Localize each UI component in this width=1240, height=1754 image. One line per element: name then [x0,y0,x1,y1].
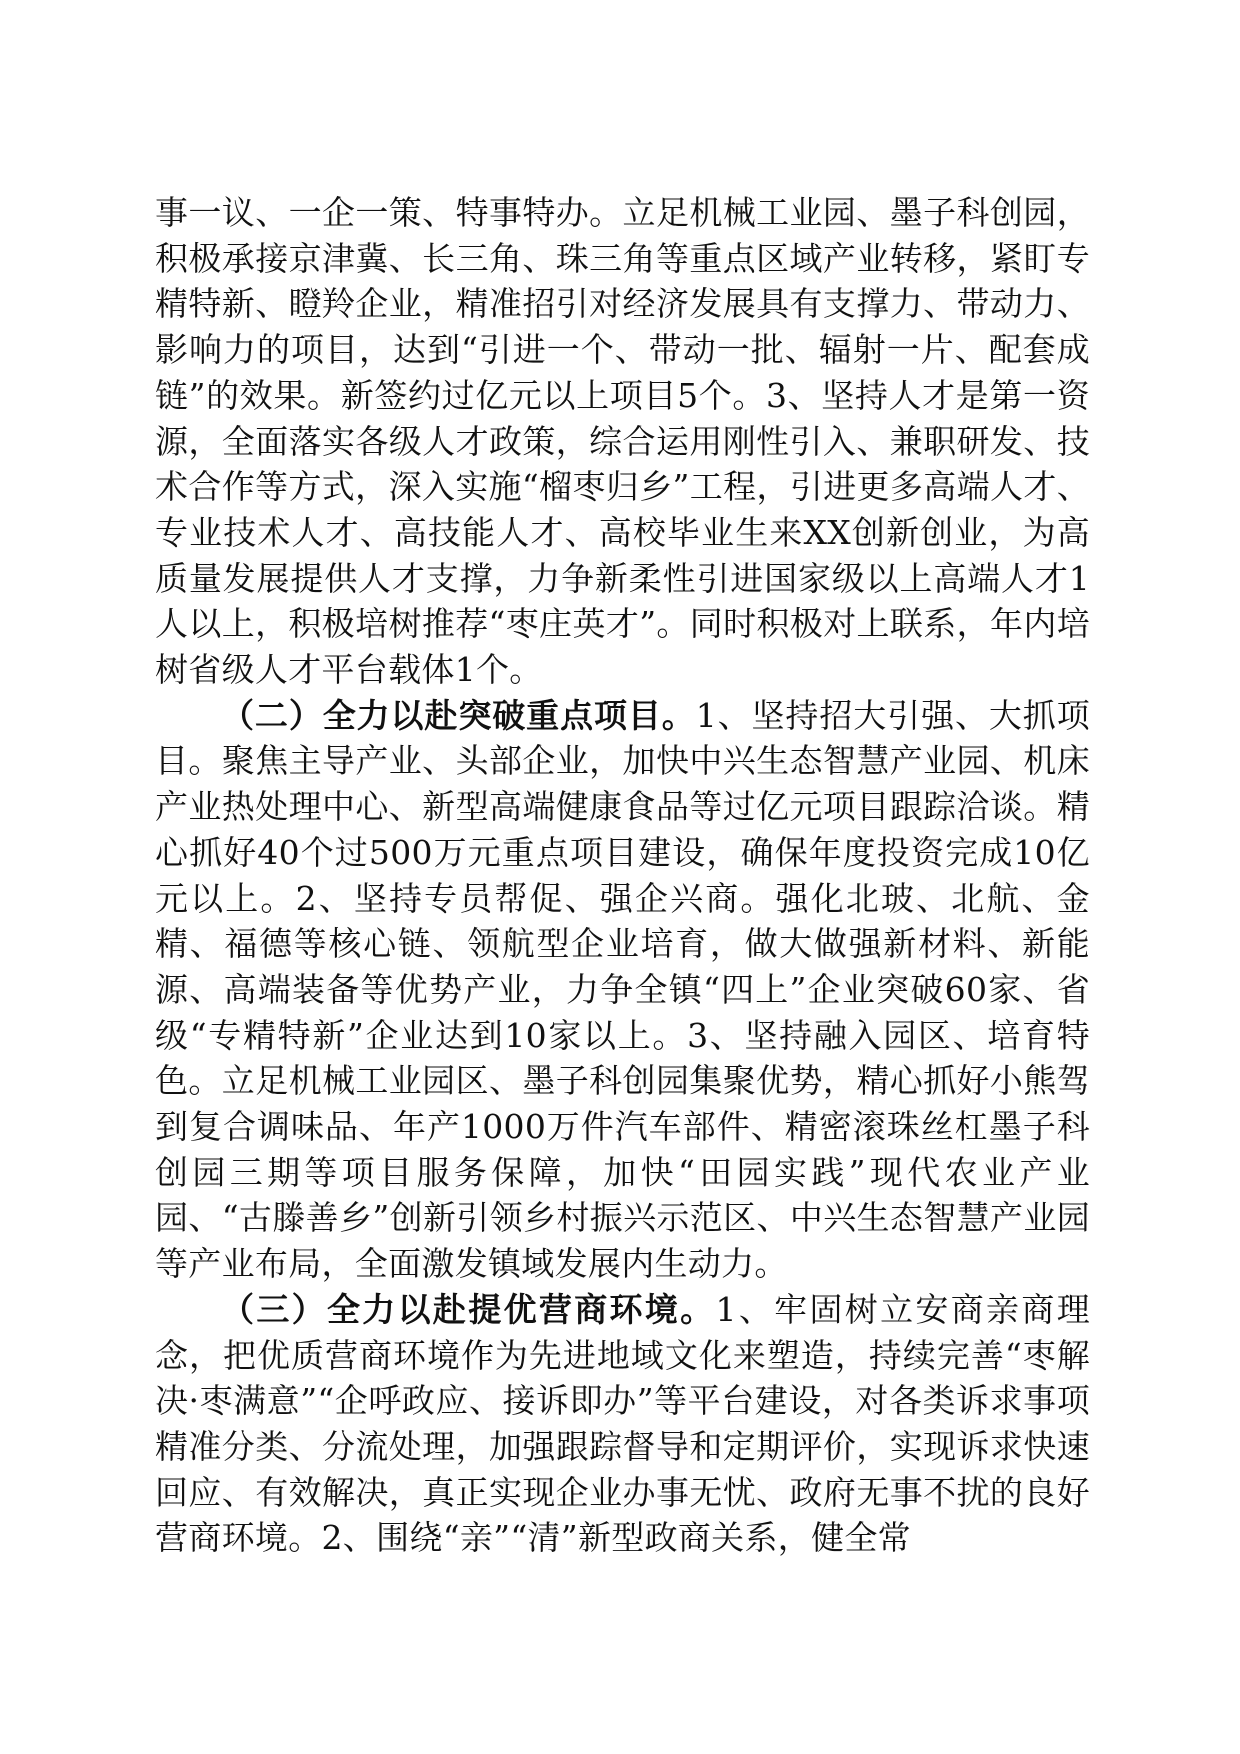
paragraph-business-environment [155,1287,1090,1561]
section-heading-key-projects: （二）全力以赴突破重点项目。 [221,695,696,735]
paragraph-text: 1、坚持招大引强、大抓项目。聚焦主导产业、头部企业，加快中兴生态智慧产业园、机床产业热处理中心、新型高端健康食品等过亿元项目跟踪洽谈。精心抓好40个过500万元重点项目建设，确保年度投资完成10亿元以上。2、坚持专员帮促、强企兴商。强化北玻、北航、金精、福德等核心链、领航型企业培育，做大做强新材料、新能源、高端装备等优势产业，力争全镇“四上”企业突破60家、省级“专精特新”企业达到10家以上。3、坚持融入园区、培育特色。立足机械工业园区、墨子科创园集聚优势，精心抓好小熊驾到复合调味品、年产1000万件汽车部件、精密滚珠丝杠墨子科创园三期等项目服务保障，加快“田园实践”现代农业产业园、“古滕善乡”创新引领乡村振兴示范区、中兴生态智慧产业园等产业布局，全面激发镇域发展内生动力。 [155,695,1090,1284]
paragraph-key-projects [155,693,1090,1287]
paragraph-text: 事一议、一企一策、特事特办。立足机械工业园、墨子科创园，积极承接京津冀、长三角、珠三角等重点区域产业转移，紧盯专精特新、瞪羚企业，精准招引对经济发展具有支撑力、带动力、影响力的项目，达到“引进一个、带动一批、辐射一片、配套成链”的效果。新签约过亿元以上项目5个。3、坚持人才是第一资源，全面落实各级人才政策，综合运用刚性引入、兼职研发、技术合作等方式，深入实施“榴枣归乡”工程，引进更多高端人才、专业技术人才、高技能人才、高校毕业生来XX创新创业，为高质量发展提供人才支撑，力争新柔性引进国家级以上高端人才1人以上，积极培树推荐“枣庄英才”。同时积极对上联系，年内培树省级人才平台载体1个。 [155,193,1090,690]
section-heading-business-environment: （三）全力以赴提优营商环境。 [221,1289,716,1329]
paragraph-text: 1、牢固树立安商亲商理念，把优质营商环境作为先进地域文化来塑造，持续完善“枣解决·枣满意”“企呼政应、接诉即办”等平台建设，对各类诉求事项精准分类、分流处理，加强跟踪督导和定期评价，实现诉求快速回应、有效解决，真正实现企业办事无忧、政府无事不扰的良好营商环境。2、围绕“亲”“清”新型政商关系，健全常 [155,1289,1091,1558]
document-body [155,190,1090,1561]
paragraph-continued [155,190,1090,693]
